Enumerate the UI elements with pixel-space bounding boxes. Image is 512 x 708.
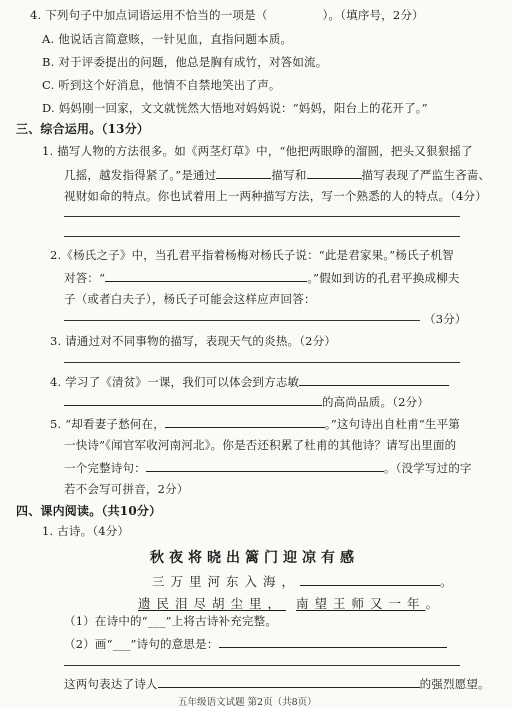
s3-q1-blank1[interactable] (216, 167, 271, 179)
s3-q2-line2 (64, 270, 460, 286)
s3-q4-line2-text: 的高尚品质。（2分） (322, 395, 430, 409)
q4-option-b: B. 对于评委提出的问题，他总是胸有成竹，对答如流。 (42, 55, 328, 69)
s3-q3-answer-line[interactable] (64, 362, 460, 363)
s3-q2-line1: 2.《杨氏之子》中，当孔君平指着杨梅对杨氏子说：“此是君家果。”杨氏子机智 (50, 248, 454, 262)
poem-line-1 (152, 572, 459, 590)
poem-line-2-second: 南望王师又一年 (296, 596, 426, 611)
s3-q1-answer-line-1[interactable] (64, 216, 460, 217)
s3-q5-line3 (64, 460, 472, 476)
s3-q5-line4: 若不会写可拼音，2分） (64, 482, 189, 496)
s3-q5-blank1[interactable] (165, 416, 325, 428)
s3-q2-blank1[interactable] (105, 270, 307, 282)
poem-line-1-end: 。 (440, 574, 459, 589)
poem-line-2-end: 。 (425, 596, 445, 611)
s3-q1-line1: 1. 描写人物的方法很多。如《两茎灯草》中，“他把两眼睁的溜圆，把头又狠狠摇了 (42, 144, 473, 158)
s3-q1-line2-a: 几摇，越发指得紧了。”是通过 (64, 168, 217, 182)
s3-q5-line3-a: 一个完整诗句： (64, 461, 146, 475)
q4-option-a: A. 他说话言简意赅，一针见血，直指问题本质。 (42, 32, 293, 46)
s3-q2-line3: 子（或者白夫子），杨氏子可能会这样应声回答： (64, 292, 316, 306)
q4-stem-tail: ）。（填序号，2分） (322, 8, 424, 22)
s4-sub2 (64, 636, 447, 652)
s4-sub3-a: 这两句表达了诗人 (64, 677, 158, 691)
s3-q1-line3: 视财如命的特点。你也试着用上一两种描写方法，写一个熟悉的人的特点。（4分） (64, 189, 487, 203)
s3-q1-line2-b: 描写和 (271, 168, 307, 182)
s3-q2-score: （3分） (424, 312, 467, 326)
s3-q1-blank2[interactable] (307, 167, 362, 179)
s3-q3: 3. 请通过对不同事物的描写，表现天气的炎热。（2分） (50, 334, 337, 348)
q4-option-c: C. 听到这个好消息，他情不自禁地笑出了声。 (42, 78, 281, 92)
s4-sub2-answer-line[interactable] (64, 665, 460, 666)
s3-q5-line1 (50, 416, 460, 432)
s4-sub3-b: 的强烈愿望。 (419, 677, 490, 691)
s3-q1-line2 (64, 167, 490, 183)
s4-sub3 (64, 676, 490, 692)
s3-q5-line1-b: 。”这句诗出自杜甫“生平第 (324, 417, 461, 431)
s3-q5-line1-a: 5. “却看妻子愁何在， (50, 417, 165, 431)
s3-q4-line1-text: 4. 学习了《清贫》一课，我们可以体会到方志敏 (50, 375, 300, 389)
poem-blank[interactable] (300, 574, 440, 586)
poem-line-2-first: 遗民泪尽胡尘里， (138, 596, 287, 611)
section3-title: 三、综合运用。（13分） (16, 122, 150, 136)
s3-q2-answer-line[interactable] (64, 320, 420, 321)
s3-q1-line2-c: 描写表现了严监生吝啬、 (361, 168, 491, 182)
s4-sub1: （1）在诗中的“___”上将古诗补充完整。 (64, 614, 278, 628)
poem-line-2 (138, 594, 444, 612)
s3-q4-blank1[interactable] (299, 374, 449, 386)
q4-answer-space[interactable] (268, 8, 323, 19)
s3-q4-blank2[interactable] (64, 394, 322, 406)
s3-q5-line2: 一快诗”《闻官军收河南河北》。你是否还积累了杜甫的其他诗？请写出里面的 (64, 438, 457, 452)
s4-sub3-blank[interactable] (158, 676, 420, 688)
s3-q4-line1 (50, 374, 449, 390)
q4-option-d: D. 妈妈刚一回家，文文就恍然大悟地对妈妈说：“妈妈，阳台上的花开了。” (42, 101, 428, 115)
poem-title: 秋夜将晓出篱门迎凉有感 (150, 550, 359, 566)
section4-title: 四、课内阅读。（共10分） (16, 504, 162, 518)
s3-q2-line2-b: 。”假如到访的孔君平换成柳夫 (307, 271, 460, 285)
page-footer: 五年级语文试题 第2页（共8页） (178, 697, 317, 708)
s3-q5-line3-b: 。（没学写过的字 (383, 461, 472, 475)
q4-stem-text: 4. 下列句子中加点词语运用不恰当的一项是（ (30, 8, 268, 22)
s3-q1-answer-line-2[interactable] (64, 236, 460, 237)
s4-sub2-blank[interactable] (219, 636, 447, 648)
s3-q4-line2 (64, 394, 429, 410)
s4-sub2-text: （2）画“___”诗句的意思是： (64, 637, 219, 651)
poem-line-1-text: 三万里河东入海， (152, 574, 301, 589)
q4-stem (30, 8, 424, 23)
s3-q5-blank2[interactable] (146, 460, 384, 472)
s3-q2-line2-a: 对答：“ (64, 271, 106, 285)
s4-q1: 1. 古诗。（4分） (42, 524, 130, 538)
